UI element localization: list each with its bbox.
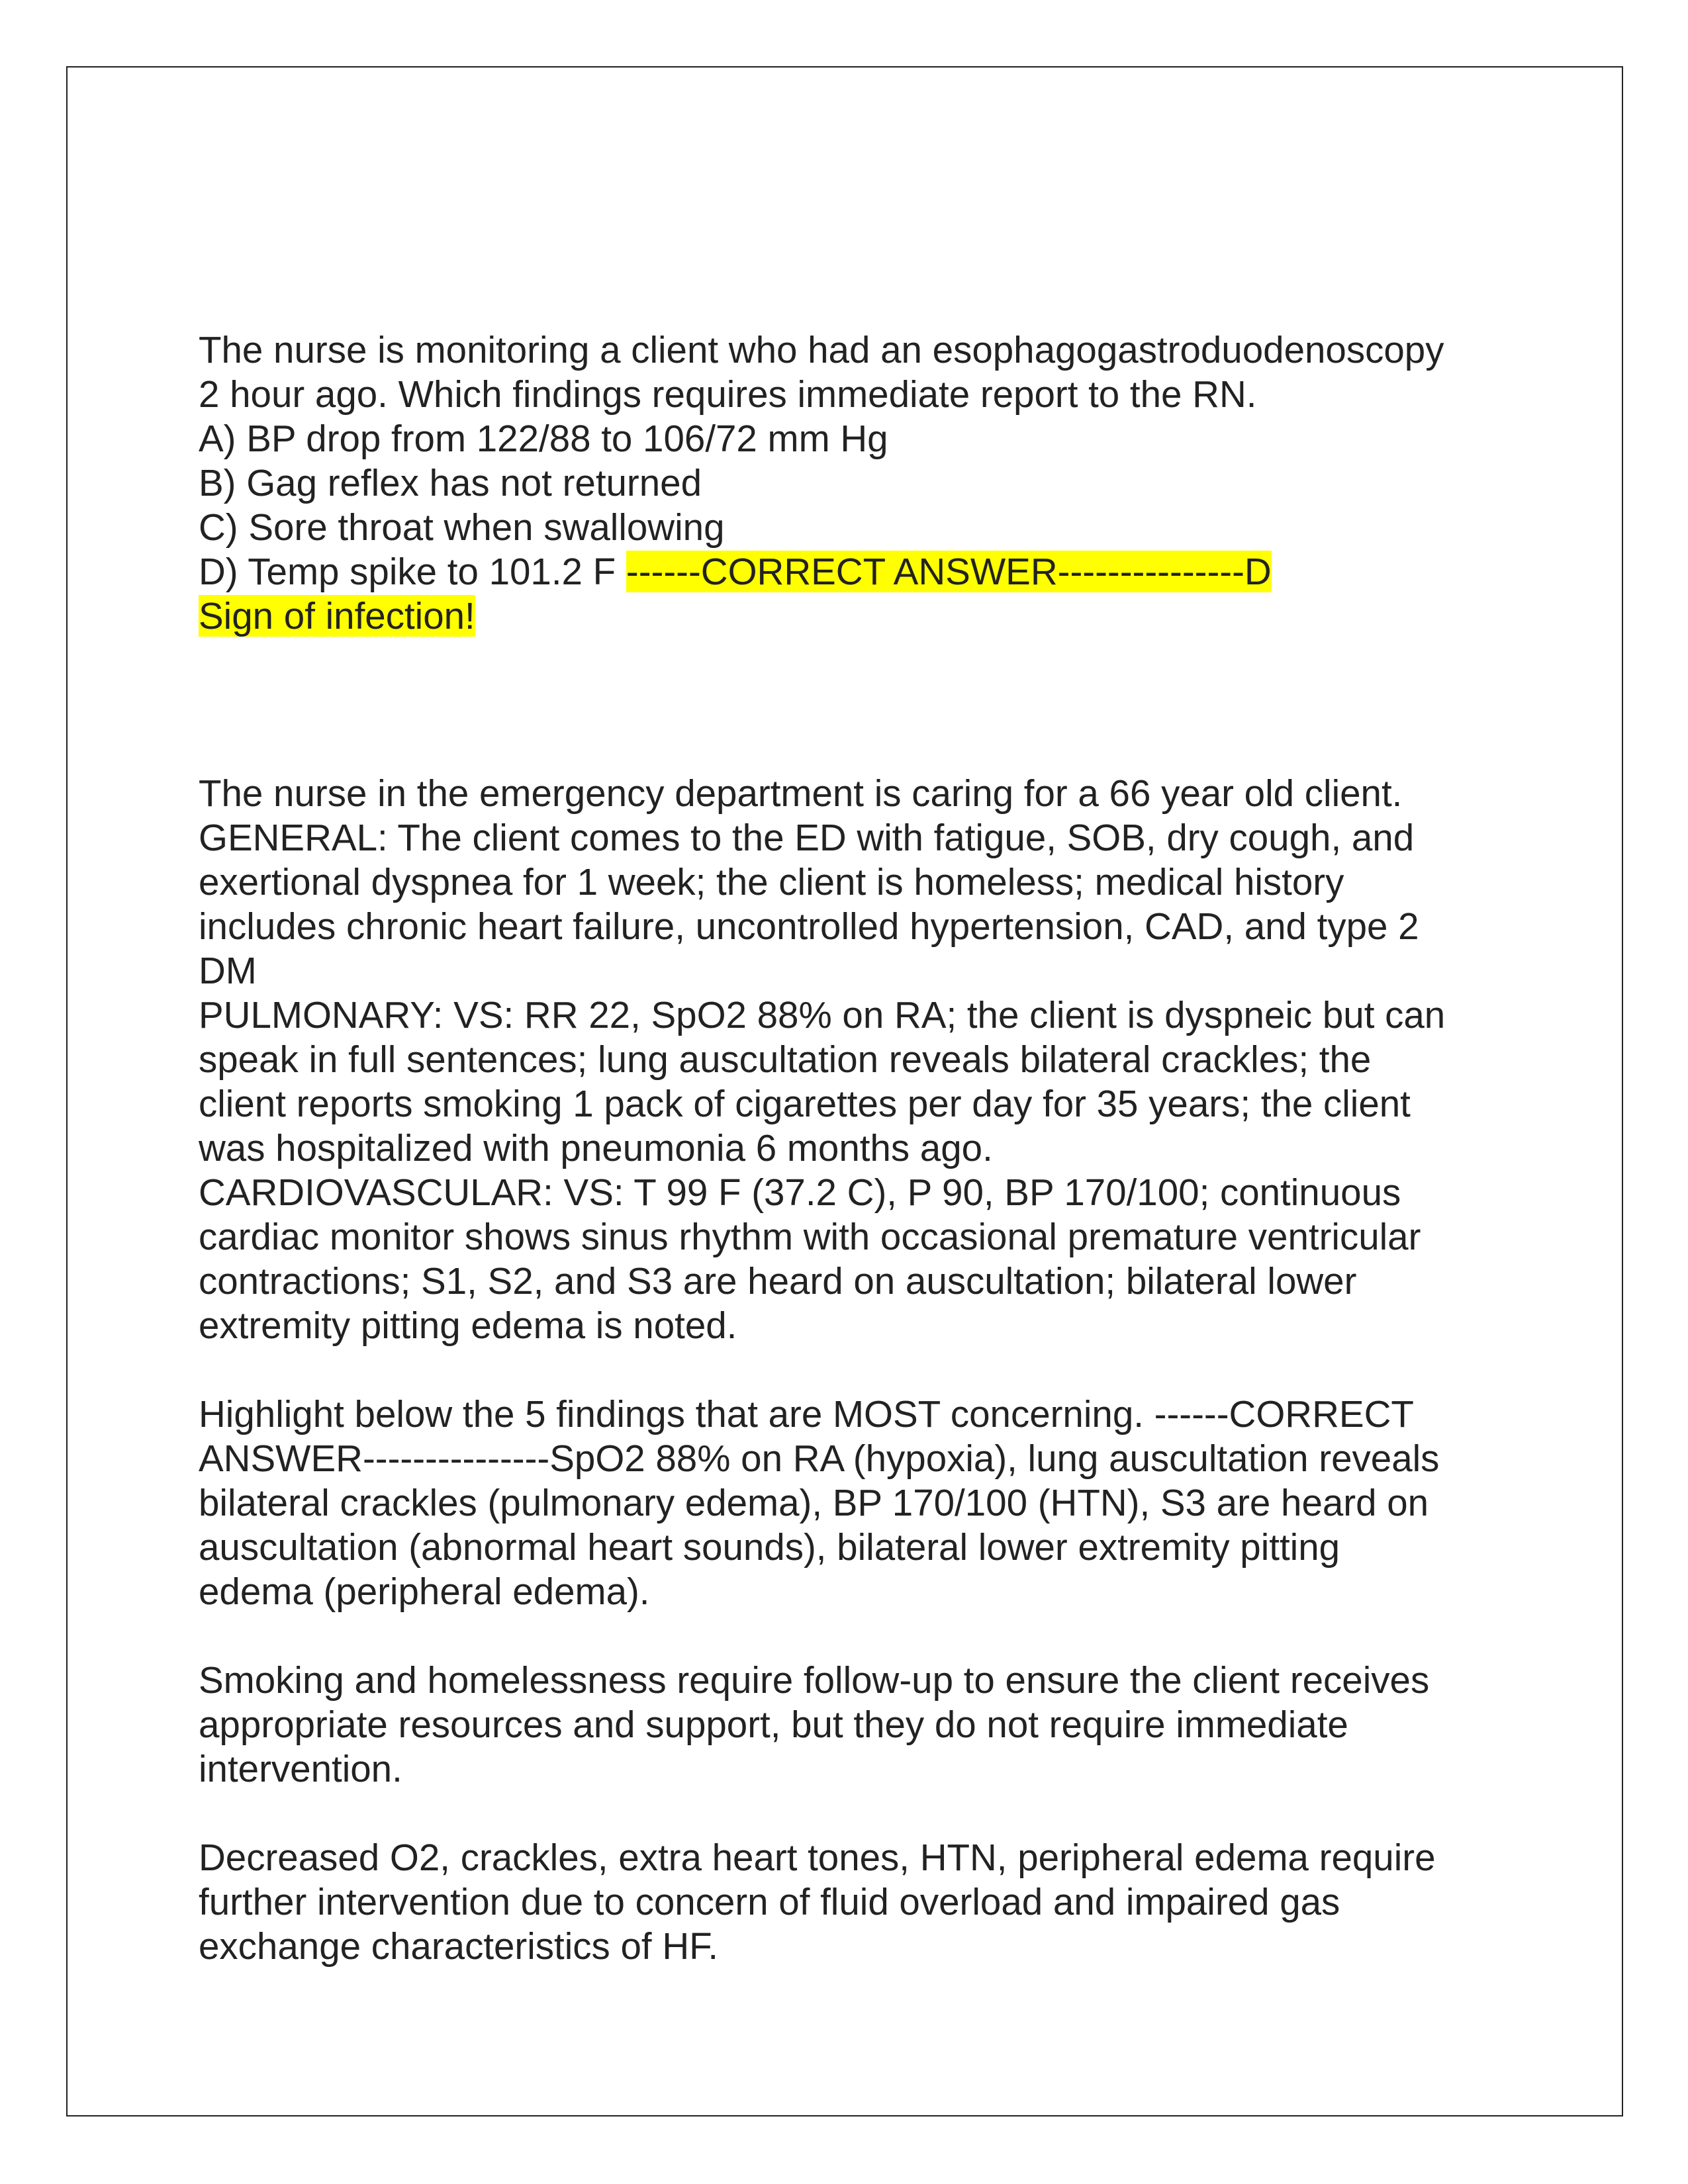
question-2-line-2: GENERAL: The client comes to the ED with fatigue, SOB, dry cough, and bbox=[199, 817, 1415, 858]
answer-line-1: Highlight below the 5 findings that are MOST concerning. ------CORRECT bbox=[199, 1393, 1414, 1435]
question-2-line-5: DM bbox=[199, 950, 257, 991]
question-1 bbox=[199, 328, 1523, 638]
answer-line-3: bilateral crackles (pulmonary edema), BP 170/100 (HTN), S3 are heard on bbox=[199, 1482, 1429, 1524]
answer-line-5: edema (peripheral edema). bbox=[199, 1570, 650, 1612]
intervention-line-2: further intervention due to concern of fluid overload and impaired gas bbox=[199, 1881, 1340, 1923]
question-2-line-9: was hospitalized with pneumonia 6 months ago. bbox=[199, 1127, 993, 1169]
question-2-line-8: client reports smoking 1 pack of cigarettes per day for 35 years; the client bbox=[199, 1083, 1411, 1124]
question-1-stem-line-1: The nurse is monitoring a client who had an esophagogastroduodenoscopy bbox=[199, 329, 1444, 371]
question-2-line-13: extremity pitting edema is noted. bbox=[199, 1304, 737, 1346]
option-d-line bbox=[199, 549, 1523, 594]
intervention-line-1: Decreased O2, crackles, extra heart tones, HTN, peripheral edema require bbox=[199, 1837, 1436, 1878]
paragraph-spacer bbox=[199, 1791, 1523, 1835]
paragraph-spacer bbox=[199, 1614, 1523, 1658]
question-2-line-12: contractions; S1, S2, and S3 are heard on auscultation; bilateral lower bbox=[199, 1260, 1357, 1302]
option-a: A) BP drop from 122/88 to 106/72 mm Hg bbox=[199, 418, 888, 459]
document-body bbox=[199, 328, 1523, 1968]
answer-line-2: ANSWER---------------SpO2 88% on RA (hypoxia), lung auscultation reveals bbox=[199, 1437, 1440, 1479]
section-spacer bbox=[199, 638, 1523, 771]
question-1-stem-line-2: 2 hour ago. Which findings requires immediate report to the RN. bbox=[199, 373, 1257, 415]
answer-line-4: auscultation (abnormal heart sounds), bilateral lower extremity pitting bbox=[199, 1526, 1340, 1568]
option-d: D) Temp spike to 101.2 F bbox=[199, 551, 626, 592]
question-2-line-3: exertional dyspnea for 1 week; the client is homeless; medical history bbox=[199, 861, 1344, 903]
paragraph-spacer bbox=[199, 1347, 1523, 1392]
option-c: C) Sore throat when swallowing bbox=[199, 506, 725, 548]
question-2-line-1: The nurse in the emergency department is caring for a 66 year old client. bbox=[199, 772, 1403, 814]
followup-line-2: appropriate resources and support, but they do not require immediate bbox=[199, 1704, 1348, 1745]
intervention-line-3: exchange characteristics of HF. bbox=[199, 1925, 719, 1967]
followup-line-3: intervention. bbox=[199, 1748, 402, 1790]
question-2-line-4: includes chronic heart failure, uncontrolled hypertension, CAD, and type 2 bbox=[199, 905, 1419, 947]
question-2 bbox=[199, 771, 1523, 1968]
followup-line-1: Smoking and homelessness require follow-up to ensure the client receives bbox=[199, 1659, 1430, 1701]
rationale-line bbox=[199, 594, 1523, 638]
option-b: B) Gag reflex has not returned bbox=[199, 462, 702, 504]
question-2-line-10: CARDIOVASCULAR: VS: T 99 F (37.2 C), P 90, BP 170/100; continuous bbox=[199, 1171, 1401, 1213]
question-2-line-7: speak in full sentences; lung auscultation reveals bilateral crackles; the bbox=[199, 1038, 1372, 1080]
question-2-line-6: PULMONARY: VS: RR 22, SpO2 88% on RA; the client is dyspneic but can bbox=[199, 994, 1446, 1036]
correct-answer-marker: ------CORRECT ANSWER---------------D bbox=[626, 551, 1272, 592]
rationale: Sign of infection! bbox=[199, 595, 475, 637]
question-2-line-11: cardiac monitor shows sinus rhythm with occasional premature ventricular bbox=[199, 1216, 1421, 1257]
